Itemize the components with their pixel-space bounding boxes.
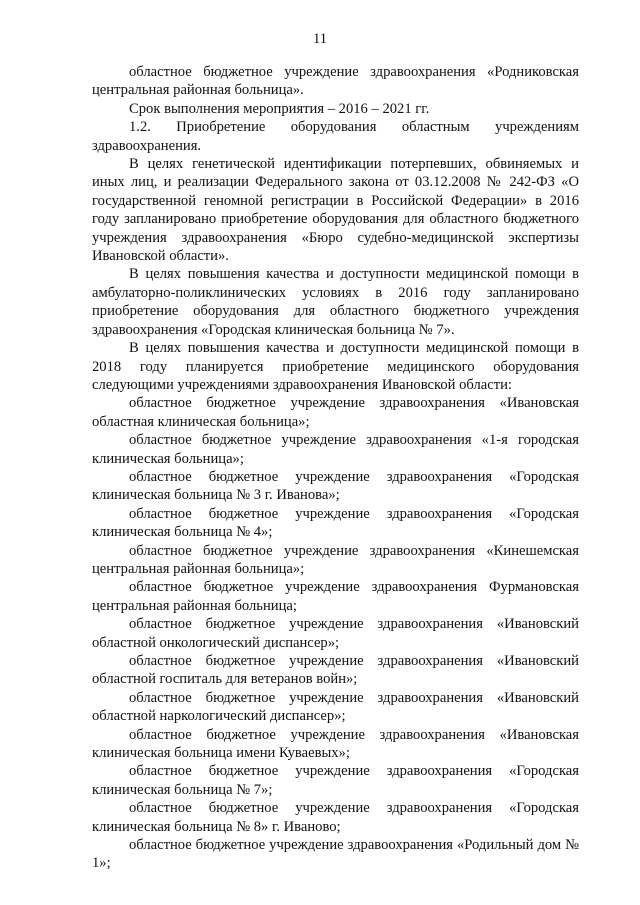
list-item: областное бюджетное учреждение здравоохранения «Ивановская областная клиническая больница»; [92, 395, 579, 430]
page-number: 11 [313, 31, 327, 47]
list-item: областное бюджетное учреждение здравоохранения Фурмановская центральная районная больница; [92, 579, 579, 614]
list-item: областное бюджетное учреждение здравоохранения «Ивановский областной онкологический диспансер»; [92, 616, 579, 651]
paragraph: В целях повышения качества и доступности медицинской помощи в амбулаторно-поликлинических условиях в 2016 году запланировано приобретение оборудования для областного бюджетного учреждения здравоохранения «Городская клиническая больница № 7». [92, 266, 579, 338]
list-item: областное бюджетное учреждение здравоохранения «Родильный дом № 1»; [92, 837, 579, 872]
paragraph: В целях повышения качества и доступности медицинской помощи в 2018 году планируется приобретение медицинского оборудования следующими учреждениями здравоохранения Ивановской области: [92, 340, 579, 393]
paragraph: Срок выполнения мероприятия – 2016 – 2021 гг. [129, 100, 430, 117]
list-item: областное бюджетное учреждение здравоохранения «Городская клиническая больница № 8» г. Иваново; [92, 800, 579, 835]
list-item: областное бюджетное учреждение здравоохранения «Городская клиническая больница № 4»; [92, 505, 579, 541]
paragraph: областное бюджетное учреждение здравоохранения «Родниковская центральная районная больница». [92, 64, 579, 99]
paragraph: 1.2. Приобретение оборудования областным учреждениям здравоохранения. [92, 119, 579, 154]
paragraph: В целях генетической идентификации потерпевших, обвиняемых и иных лиц, и реализации Федерального закона от 03.12.2008 № 242-ФЗ «О государственной геномной регистрации в Российской Федерации» в 2016 году запланировано приобретение оборудования для областного бюджетного учреждения здравоохранения «Бюро судебно-медицинской экспертизы Ивановской области». [92, 156, 579, 265]
list-item: областное бюджетное учреждение здравоохранения «1-я городская клиническая больница»; [92, 432, 579, 467]
list-item: областное бюджетное учреждение здравоохранения «Ивановская клиническая больница имени Куваевых»; [92, 726, 579, 762]
document-body [92, 63, 579, 873]
list-item: областное бюджетное учреждение здравоохранения «Ивановский областной наркологический диспансер»; [92, 689, 579, 725]
list-item: областное бюджетное учреждение здравоохранения «Городская клиническая больница № 3 г. Иванова»; [92, 468, 579, 504]
list-item: областное бюджетное учреждение здравоохранения «Городская клиническая больница № 7»; [92, 763, 579, 798]
list-item: областное бюджетное учреждение здравоохранения «Кинешемская центральная районная больница»; [92, 542, 579, 577]
list-item: областное бюджетное учреждение здравоохранения «Ивановский областной госпиталь для ветеранов войн»; [92, 653, 579, 688]
